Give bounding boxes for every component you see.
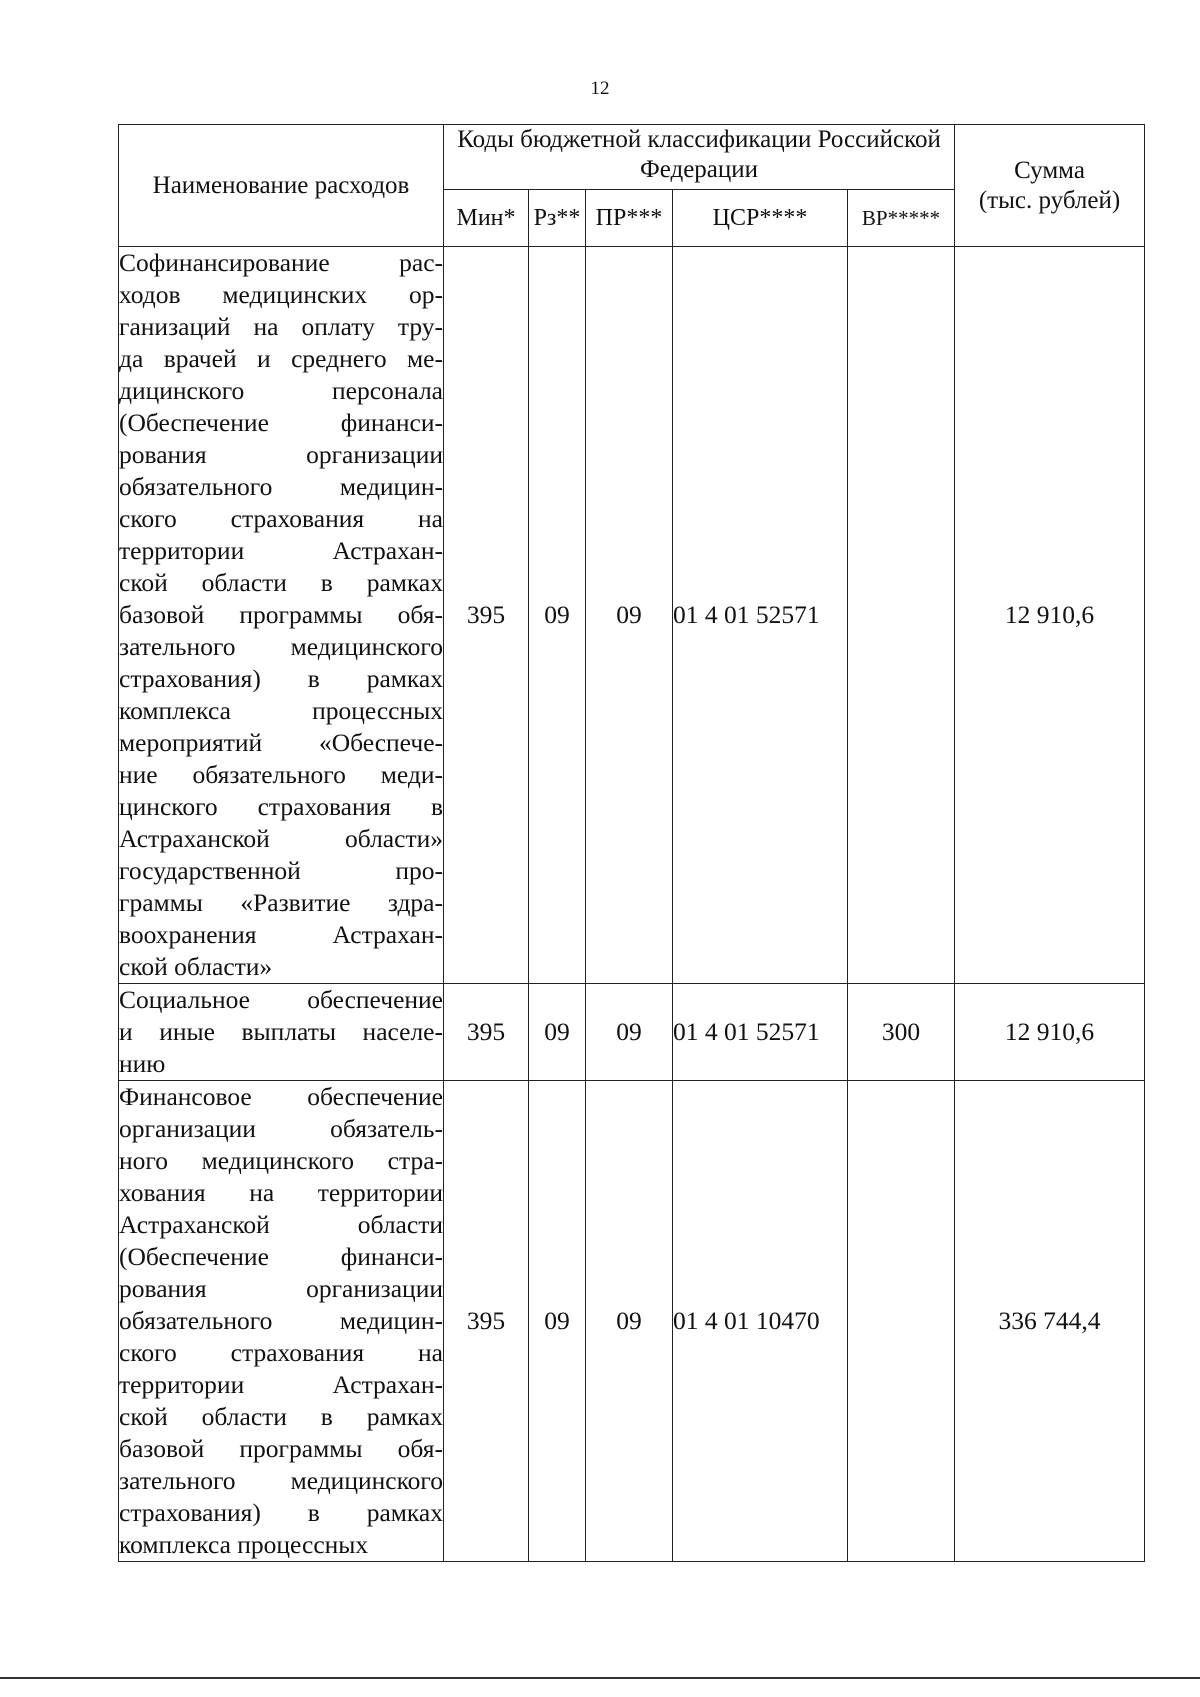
expense-name-line: (Обеспечение финанси- [119, 408, 443, 437]
expense-name-line: граммы «Развитие здра- [119, 888, 443, 917]
expense-name-line: (Обеспечение финанси- [119, 1242, 443, 1271]
code-csr: 01 4 01 10470 [673, 1081, 848, 1562]
expense-name [119, 1081, 444, 1562]
header-name [119, 125, 444, 247]
code-min: 395 [444, 247, 529, 984]
expense-name-line: да врачей и среднего ме- [119, 344, 443, 373]
header-sum-line1: Сумма [1014, 156, 1085, 184]
code-min: 395 [444, 984, 529, 1081]
expense-name-line: рования организации [119, 440, 443, 469]
expense-name-line: зательного медицинского [119, 632, 443, 661]
code-pr: 09 [586, 247, 673, 984]
expense-name-line: ние обязательного меди- [119, 760, 443, 789]
expense-name [119, 247, 444, 984]
header-rz: Рз** [529, 190, 586, 247]
expense-name-line: комплекса процессных [119, 1530, 369, 1559]
code-min: 395 [444, 1081, 529, 1562]
expense-name-line: организации обязатель- [119, 1114, 443, 1143]
amount: 12 910,6 [955, 247, 1145, 984]
expense-name-line: территории Астрахан- [119, 1370, 443, 1399]
expense-name-line: ского страхования на [119, 504, 443, 533]
code-csr: 01 4 01 52571 [673, 247, 848, 984]
expense-name-line: и иные выплаты населе- [119, 1017, 443, 1046]
expense-name-line: ного медицинского стра- [119, 1146, 443, 1175]
expense-name-line: Финансовое обеспечение [119, 1082, 443, 1111]
header-codes: Коды бюджетной классификации Российской Федерации [444, 125, 955, 190]
expense-name-line: Софинансирование рас- [119, 248, 443, 277]
expense-name-line: обязательного медицин- [119, 472, 443, 501]
expense-name-line: Астраханской области» [119, 824, 443, 853]
code-rz: 09 [529, 247, 586, 984]
expense-name-line: страхования) в рамках [119, 664, 443, 693]
expense-name-line: рования организации [119, 1274, 443, 1303]
expense-name [119, 984, 444, 1081]
expense-name-line: дицинского персонала [119, 376, 443, 405]
header-sum [955, 125, 1145, 247]
expense-name-line: государственной про- [119, 856, 443, 885]
expense-name-line: зательного медицинского [119, 1466, 443, 1495]
header-csr: ЦСР**** [673, 190, 848, 247]
header-name-text: Наименование расходов [152, 171, 410, 199]
expense-name-line: базовой программы обя- [119, 600, 443, 629]
header-sum-line2: (тыс. рублей) [978, 186, 1121, 214]
code-pr: 09 [586, 1081, 673, 1562]
amount: 12 910,6 [955, 984, 1145, 1081]
page-number: 12 [590, 78, 610, 99]
code-csr: 01 4 01 52571 [673, 984, 848, 1081]
code-vr: 300 [848, 984, 955, 1081]
expense-name-line: комплекса процессных [119, 696, 443, 725]
code-rz: 09 [529, 1081, 586, 1562]
expense-name-line: Социальное обеспечение [119, 985, 443, 1014]
expense-name-line: ходов медицинских ор- [119, 280, 443, 309]
expense-name-line: ской области в рамках [119, 568, 443, 597]
expense-name-line: обязательного медицин- [119, 1306, 443, 1335]
expense-name-line: ской области в рамках [119, 1402, 443, 1431]
expense-name-line: хования на территории [119, 1178, 443, 1207]
table-row [119, 1081, 1145, 1562]
expense-name-line: ской области» [119, 952, 273, 981]
code-vr [848, 247, 955, 984]
budget-table [118, 124, 1145, 1562]
expense-name-line: нию [119, 1049, 166, 1078]
expense-name-line: цинского страхования в [119, 792, 443, 821]
header-min: Мин* [444, 190, 529, 247]
table-row [119, 984, 1145, 1081]
expense-name-line: мероприятий «Обеспече- [119, 728, 443, 757]
footer-rule [0, 1677, 1200, 1679]
code-rz: 09 [529, 984, 586, 1081]
table-row [119, 247, 1145, 984]
code-pr: 09 [586, 984, 673, 1081]
expense-name-line: базовой программы обя- [119, 1434, 443, 1463]
expense-name-line: ского страхования на [119, 1338, 443, 1367]
expense-name-line: ганизаций на оплату тру- [119, 312, 443, 341]
header-pr: ПР*** [586, 190, 673, 247]
expense-name-line: Астраханской области [119, 1210, 443, 1239]
amount: 336 744,4 [955, 1081, 1145, 1562]
code-vr [848, 1081, 955, 1562]
expense-name-line: воохранения Астрахан- [119, 920, 443, 949]
expense-name-line: страхования) в рамках [119, 1498, 443, 1527]
expense-name-line: территории Астрахан- [119, 536, 443, 565]
header-vr: ВР***** [848, 190, 955, 247]
